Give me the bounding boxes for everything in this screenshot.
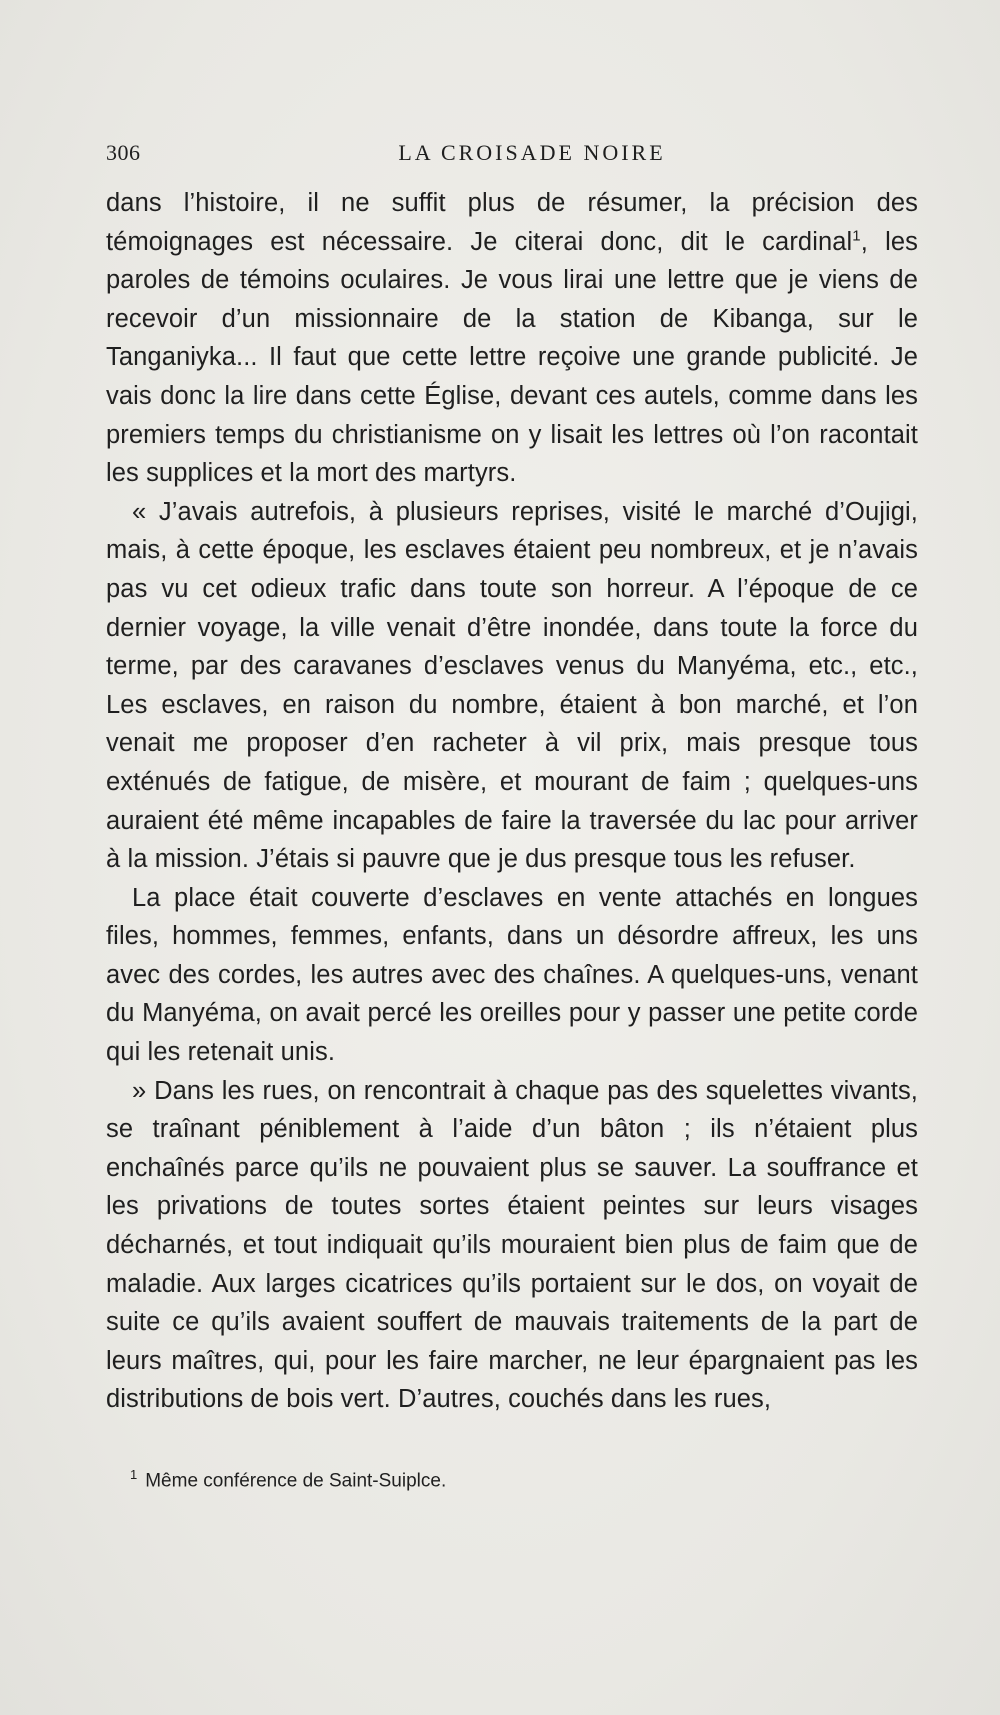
page-header (106, 140, 918, 174)
running-title: LA CROISADE NOIRE (398, 140, 666, 165)
paragraph-1 (106, 184, 918, 493)
paragraph-1-part-b: , les paroles de témoins oculaires. Je vous lirai une lettre que je viens de recevoir d’un missionnaire de la station de Kibanga, sur le Tanganiyka... Il faut que cette lettre reçoive une grande publicité. Je vais donc la lire dans cette Église, devant ces autels, comme dans les premiers temps du christianisme on y lisait les lettres où l’on racontait les supplices et la mort des martyrs. (106, 227, 918, 488)
footnote-text: Même conférence de Saint-Suiplce. (145, 1470, 447, 1492)
paragraph-3: La place était couverte d’esclaves en vente attachés en longues files, hommes, femmes, enfants, dans un désordre affreux, les uns avec des cordes, les autres avec des chaînes. A quelques-uns, venant du Manyéma, on avait percé les oreilles pour y passer une petite corde qui les retenait unis. (106, 883, 918, 1067)
paragraph-4: » Dans les rues, on rencontrait à chaque pas des squelettes vivants, se traînant péniblement à l’aide d’un bâton ; ils n’étaient plus enchaînés parce qu’ils ne pouvaient plus se sauver. La souffrance et les privations de toutes sortes étaient peintes sur leurs visages décharnés, et tout indiquait qu’ils mouraient bien plus de faim que de maladie. Aux larges cicatrices qu’ils portaient sur le dos, on voyait de suite ce qu’ils avaient souffert de mauvais traitements de la part de leurs maîtres, qui, pour les faire marcher, ne leur épargnaient pas les distributions de bois vert. D’autres, couchés dans les rues, (106, 1076, 918, 1414)
footnote-marker: 1 (130, 1467, 138, 1482)
footnote-reference: 1 (852, 227, 861, 245)
paragraph-2: « J’avais autrefois, à plusieurs reprises, visité le marché d’Oujigi, mais, à cette époque, les esclaves étaient peu nombreux, et je n’avais pas vu cet odieux trafic dans toute son horreur. A l’époque de ce dernier voyage, la ville venait d’être inondée, dans toute la force du terme, par des caravanes d’esclaves venus du Manyéma, etc., etc., Les esclaves, en raison du nombre, étaient à bon marché, et l’on venait me proposer d’en racheter à vil prix, mais presque tous exténués de fatigue, de misère, et mourant de faim ; quelques-uns auraient été même incapables de faire la traversée du lac pour arriver à la mission. J’étais si pauvre que je dus presque tous les refuser. (106, 497, 918, 874)
body-text (106, 184, 918, 1419)
paragraph-1-part-a: dans l’histoire, il ne suffit plus de résumer, la précision des témoignages est nécessaire. Je citerai donc, dit le cardinal (106, 189, 918, 256)
footnote (130, 1462, 890, 1494)
page-number: 306 (106, 140, 141, 165)
